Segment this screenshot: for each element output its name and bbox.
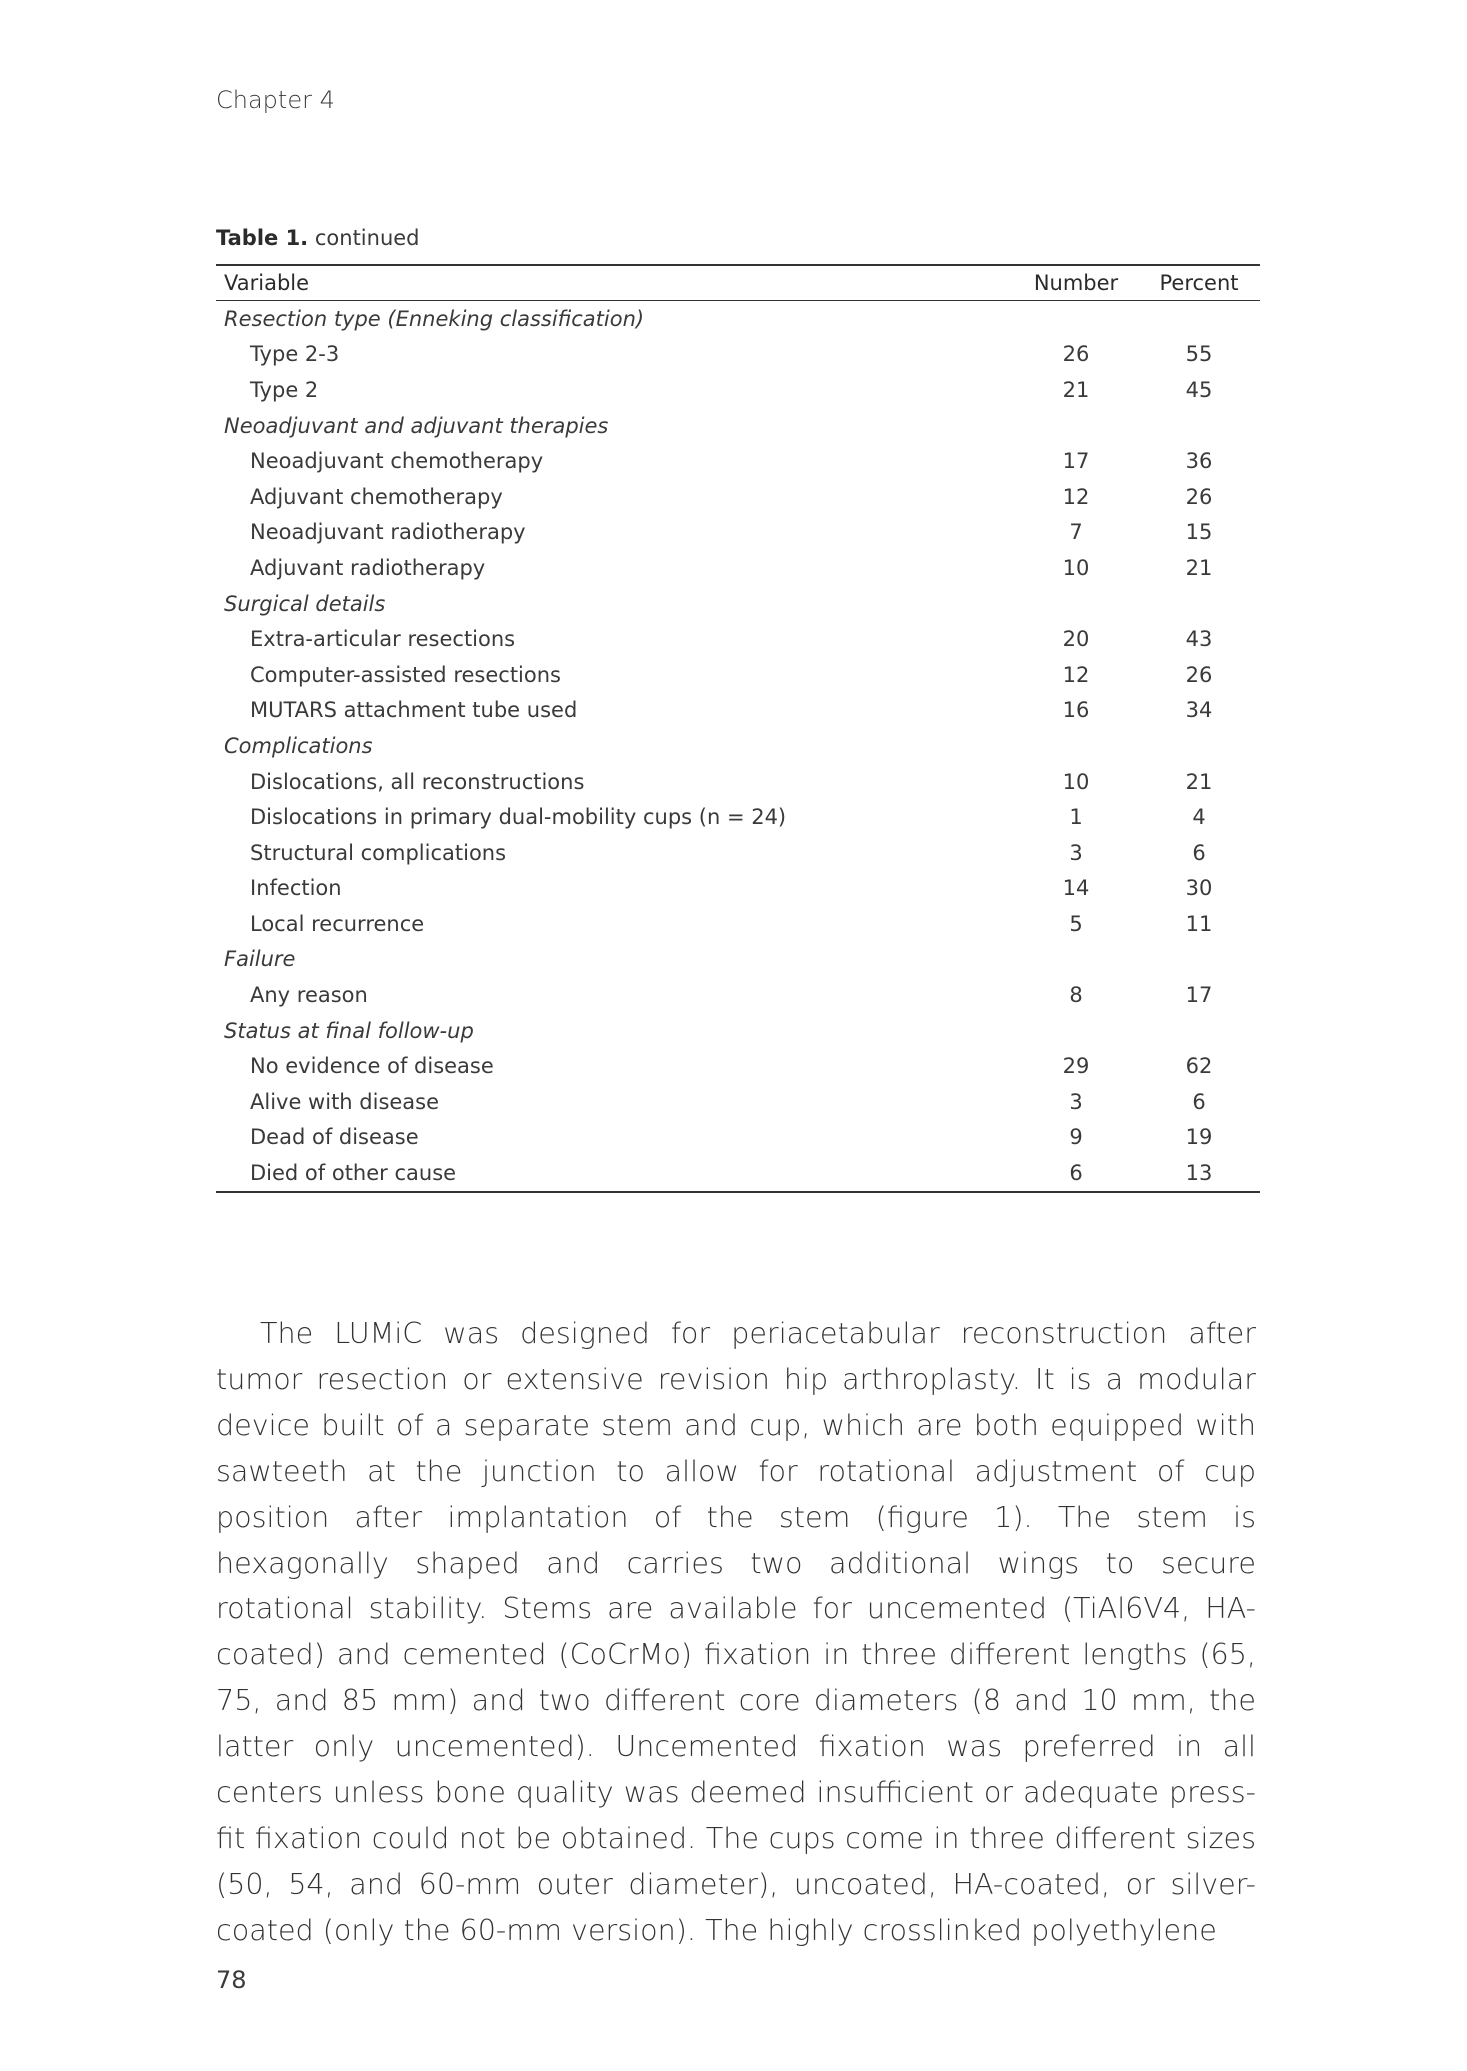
cell-number: 3 (1069, 840, 1083, 865)
cell-variable: Extra-articular resections (250, 627, 516, 652)
cell-number: 21 (1062, 377, 1090, 402)
data-table (216, 264, 1260, 1193)
cell-number (1014, 301, 1138, 337)
cell-number (1014, 586, 1138, 622)
cell-variable: Adjuvant radiotherapy (250, 555, 486, 580)
table-row (216, 693, 1260, 729)
cell-variable: Surgical details (224, 591, 386, 616)
table-row (216, 621, 1260, 657)
cell-number: 14 (1062, 876, 1090, 901)
cell-variable: Neoadjuvant radiotherapy (250, 520, 526, 545)
cell-number: 8 (1069, 983, 1083, 1008)
cell-number: 9 (1069, 1125, 1083, 1150)
cell-variable: Status at final follow-up (224, 1018, 474, 1043)
cell-percent (1138, 408, 1260, 444)
cell-number (1014, 408, 1138, 444)
cell-variable: Resection type (Enneking classification) (224, 306, 645, 331)
cell-percent: 62 (1185, 1054, 1213, 1079)
cell-number: 5 (1069, 911, 1083, 936)
cell-number: 12 (1062, 662, 1090, 687)
cell-percent (1138, 301, 1260, 337)
cell-number: 16 (1062, 698, 1090, 723)
table-row (216, 977, 1260, 1013)
cell-variable: Complications (224, 733, 373, 758)
cell-variable: Dislocations, all reconstructions (250, 769, 585, 794)
cell-variable: Alive with disease (250, 1089, 440, 1114)
cell-variable: Dead of disease (250, 1125, 419, 1150)
table-group-row (216, 728, 1260, 764)
cell-number: 7 (1069, 520, 1083, 545)
table-row (216, 443, 1260, 479)
cell-percent: 4 (1192, 805, 1206, 830)
cell-number: 3 (1069, 1089, 1083, 1114)
table-caption-suffix: continued (314, 226, 420, 250)
cell-percent: 45 (1185, 377, 1213, 402)
cell-percent (1138, 586, 1260, 622)
table-container (216, 264, 1260, 1193)
table-group-row (216, 1013, 1260, 1049)
cell-variable: Type 2-3 (250, 342, 340, 367)
cell-percent: 6 (1192, 840, 1206, 865)
cell-number: 12 (1062, 484, 1090, 509)
cell-variable: Neoadjuvant chemotherapy (250, 449, 544, 474)
cell-percent: 34 (1185, 698, 1213, 723)
cell-percent: 6 (1192, 1089, 1206, 1114)
table-row (216, 1155, 1260, 1192)
cell-percent: 21 (1185, 769, 1213, 794)
cell-number (1014, 1013, 1138, 1049)
table-group-row (216, 586, 1260, 622)
cell-percent: 26 (1185, 662, 1213, 687)
table-row (216, 799, 1260, 835)
table-row (216, 906, 1260, 942)
table-row (216, 515, 1260, 551)
table-row (216, 657, 1260, 693)
cell-percent: 15 (1185, 520, 1213, 545)
column-header-variable: Variable (216, 265, 1014, 301)
column-header-number: Number (1014, 265, 1138, 301)
table-group-row (216, 408, 1260, 444)
table-label: Table 1. (216, 226, 309, 250)
table-caption (216, 226, 420, 250)
cell-number: 6 (1014, 1155, 1138, 1192)
cell-percent (1138, 728, 1260, 764)
cell-number: 29 (1062, 1054, 1090, 1079)
cell-percent: 13 (1138, 1155, 1260, 1192)
cell-number: 10 (1062, 555, 1090, 580)
cell-percent: 43 (1185, 627, 1213, 652)
cell-percent: 26 (1185, 484, 1213, 509)
table-row (216, 835, 1260, 871)
cell-number: 20 (1062, 627, 1090, 652)
table-row (216, 550, 1260, 586)
cell-variable: Type 2 (250, 377, 319, 402)
cell-variable: Computer-assisted resections (250, 662, 561, 687)
body-paragraph: The LUMiC was designed for periacetabular reconstruction after tumor resection or extensive revision hip arthroplasty. It is a modular device built of a separate stem and cup, which are both equipped with sawteeth at the junction to allow for rotational adjustment of cup position after implantation of the stem (figure 1). The stem is hexagonally shaped and carries two additional wings to secure rotational stability. Stems are available for uncemented (TiAl6V4, HA-coated) and cemented (CoCrMo) fixation in three different lengths (65, 75, and 85 mm) and two different core diameters (8 and 10 mm, the latter only uncemented). Uncemented fixation was preferred in all centers unless bone quality was deemed insufficient or adequate press-fit fixation could not be obtained. The cups come in three different sizes (50, 54, and 60-mm outer diameter), uncoated, HA-coated, or silver-coated (only the 60-mm version). The highly crosslinked polyethylene (216, 1316, 1256, 1947)
cell-variable: Any reason (250, 983, 368, 1008)
cell-variable: Dislocations in primary dual-mobility cups (n = 24) (250, 805, 787, 830)
cell-variable: Died of other cause (216, 1155, 1014, 1192)
cell-number (1014, 942, 1138, 978)
cell-percent: 21 (1185, 555, 1213, 580)
cell-percent: 55 (1185, 342, 1213, 367)
table-group-row (216, 942, 1260, 978)
cell-variable: Adjuvant chemotherapy (250, 484, 503, 509)
cell-number: 10 (1062, 769, 1090, 794)
cell-number: 26 (1062, 342, 1090, 367)
cell-percent: 17 (1185, 983, 1213, 1008)
table-body (216, 301, 1260, 1192)
cell-percent (1138, 942, 1260, 978)
cell-variable: Local recurrence (250, 911, 425, 936)
table-group-row (216, 301, 1260, 337)
page-number: 78 (216, 1966, 247, 1994)
cell-variable: MUTARS attachment tube used (250, 698, 578, 723)
table-row (216, 372, 1260, 408)
cell-percent: 11 (1185, 911, 1213, 936)
cell-variable: Structural complications (250, 840, 507, 865)
cell-percent: 36 (1185, 449, 1213, 474)
cell-variable: Infection (250, 876, 342, 901)
column-header-percent: Percent (1138, 265, 1260, 301)
table-row (216, 871, 1260, 907)
cell-number (1014, 728, 1138, 764)
cell-percent: 30 (1185, 876, 1213, 901)
table-header-row (216, 265, 1260, 301)
cell-variable: Neoadjuvant and adjuvant therapies (224, 413, 609, 438)
cell-percent: 19 (1185, 1125, 1213, 1150)
table-row (216, 764, 1260, 800)
running-head: Chapter 4 (216, 86, 335, 114)
table-row (216, 1084, 1260, 1120)
table-row (216, 337, 1260, 373)
table-row (216, 1120, 1260, 1156)
cell-number: 17 (1062, 449, 1090, 474)
cell-variable: No evidence of disease (250, 1054, 494, 1079)
cell-number: 1 (1069, 805, 1083, 830)
cell-variable: Failure (224, 947, 296, 972)
cell-percent (1138, 1013, 1260, 1049)
table-row (216, 479, 1260, 515)
table-row (216, 1048, 1260, 1084)
